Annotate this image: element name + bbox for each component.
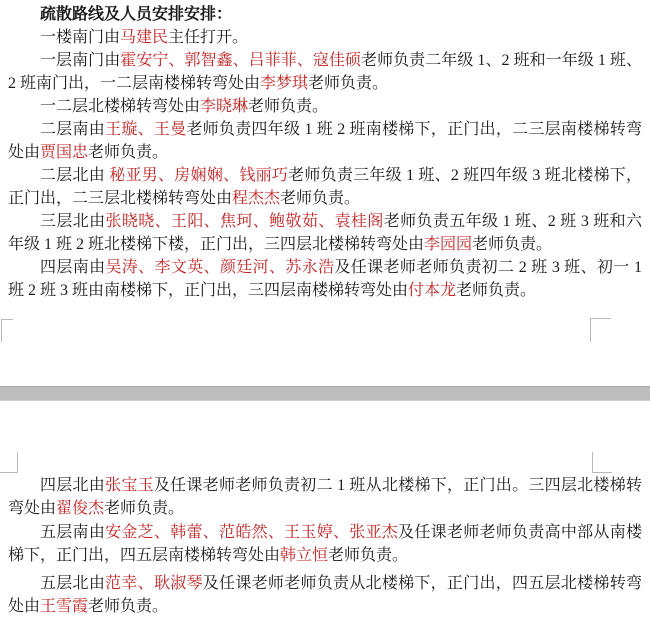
text-run: 三层北由 <box>40 213 106 230</box>
teacher-name: 李园园 <box>424 236 473 253</box>
text-run: 及任课老师老师负责初二 1 班从北楼梯下，正门出。三四层北楼梯转弯处由 <box>8 477 642 517</box>
section-title <box>8 3 642 26</box>
text-run: 及任课老师老师负责高中部从南楼梯下，正门出，四五层南楼梯转弯处由 <box>8 524 642 564</box>
text-run: 老师负责。 <box>280 190 361 207</box>
teacher-name: 霍安宁、郭智鑫、吕菲菲、寇佳硕 <box>120 52 362 69</box>
page2-top-right-margin-mark <box>592 452 612 473</box>
text-run: 老师负责。 <box>328 547 409 564</box>
teacher-name: 范幸、耿淑琴 <box>105 575 203 592</box>
text-run: 老师负责。 <box>88 144 169 161</box>
text-run: 四层南由 <box>40 259 106 276</box>
teacher-name: 翟俊杰 <box>56 500 105 517</box>
paragraph-floor1-south-door <box>8 26 642 49</box>
teacher-name: 王雪霞 <box>40 598 89 615</box>
text-run: 二层南由 <box>40 121 106 138</box>
text-run: 一二层北楼梯转弯处由 <box>40 98 201 115</box>
text-run: 疏散路线及人员安排安排： <box>40 6 233 23</box>
page-break-separator <box>0 386 650 401</box>
text-run: 老师负责。 <box>472 236 553 253</box>
paragraph-floor12-north-stair <box>8 95 642 118</box>
text-run: 四层北由 <box>40 477 106 494</box>
page1-bottom-left-margin-mark <box>1 319 13 342</box>
text-run: 及任课老师老师负责初二 2 班 3 班、初一 1 班 2 班 3 班由南楼梯下，正门出，三四层南楼梯转弯处由 <box>8 259 642 299</box>
text-run: 老师负责。 <box>456 282 537 299</box>
text-run: 老师负责。 <box>248 98 329 115</box>
page-1-text-area <box>8 3 642 302</box>
teacher-name: 李晓琳 <box>200 98 249 115</box>
teacher-name: 张宝玉 <box>105 477 154 494</box>
paragraph-floor1-south <box>8 49 642 95</box>
teacher-name: 韩立恒 <box>280 547 329 564</box>
paragraph-floor4-north <box>8 474 642 520</box>
paragraph-floor5-south <box>8 521 642 567</box>
text-run: 老师负责五年级 1 班、2 班 3 班和六年级 1 班 2 班北楼梯下楼，正门出，三四层北楼梯转弯处由 <box>8 213 642 253</box>
text-run: 一楼南门由 <box>40 29 121 46</box>
teacher-name: 王璇、王曼 <box>105 121 187 138</box>
page2-top-left-margin-mark <box>0 452 18 473</box>
text-run: 一层南门由 <box>40 52 121 69</box>
paragraph-floor4-south <box>8 256 642 302</box>
page1-bottom-right-margin-mark <box>590 318 611 342</box>
text-run: 及任课老师老师负责从北楼梯下，正门出，四五层北楼梯转弯处由 <box>8 575 642 615</box>
teacher-name: 李梦琪 <box>260 75 309 92</box>
text-run: 老师负责。 <box>308 75 389 92</box>
paragraph-floor2-north <box>8 164 642 210</box>
teacher-name: 吴涛、李文英、颜廷河、苏永浩 <box>105 259 335 276</box>
page-2-text-area <box>8 474 642 618</box>
paragraph-floor5-north <box>8 572 642 618</box>
text-run: 老师负责。 <box>104 500 185 517</box>
text-run: 老师负责四年级 1 班 2 班南楼梯下，正门出，二三层南楼梯转弯处由 <box>8 121 642 161</box>
teacher-name: 贾国忠 <box>40 144 89 161</box>
teacher-name: 程杰杰 <box>232 190 281 207</box>
teacher-name: 张晓晓、王阳、焦珂、鲍敬茹、袁桂阁 <box>105 213 384 230</box>
paragraph-floor2-south <box>8 118 642 164</box>
text-run: 主任打开。 <box>168 29 249 46</box>
teacher-name: 安金芝、韩蕾、范皓然、王玉婷、张亚杰 <box>105 524 399 541</box>
text-run: 五层南由 <box>40 524 106 541</box>
paragraph-floor3-north <box>8 210 642 256</box>
teacher-name: 马建民 <box>120 29 169 46</box>
text-run: 二层北由 <box>40 167 110 184</box>
text-run: 老师负责三年级 1 班、2 班四年级 3 班北楼梯下，正门出，二三层北楼梯转弯处由 <box>8 167 642 207</box>
teacher-name: 秘亚男、房娴娴、钱丽巧 <box>109 167 289 184</box>
text-run: 五层北由 <box>40 575 106 592</box>
text-run: 老师负责二年级 1、2 班和一年级 1 班、2 班南门出，一二层南楼梯转弯处由 <box>8 52 642 92</box>
teacher-name: 付本龙 <box>408 282 457 299</box>
text-run: 老师负责。 <box>88 598 169 615</box>
